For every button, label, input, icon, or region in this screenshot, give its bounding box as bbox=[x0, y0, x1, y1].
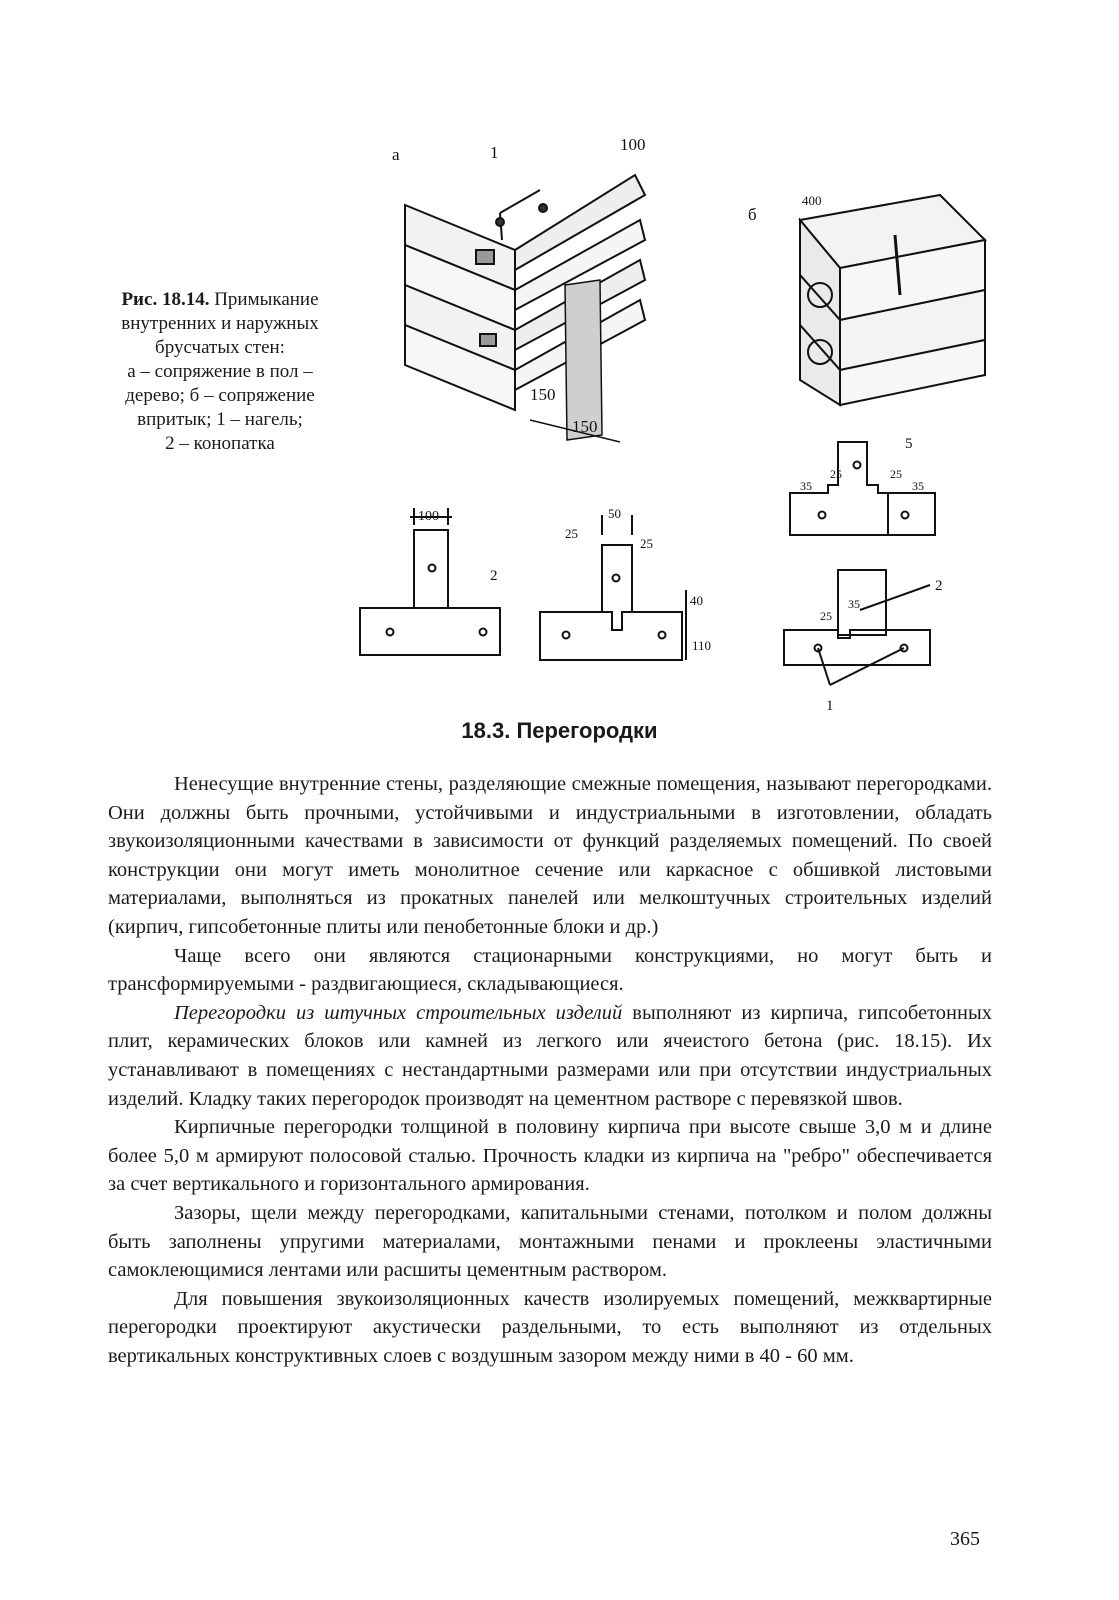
paragraph: Зазоры, щели между перегородками, капитальными стенами, потолком и полом должны быть заполнены упругими материалами, монтажными пенами и проклеены эластичными самоклеющимися лентами или расшиты цементным раствором. bbox=[108, 1201, 992, 1282]
figure-caption bbox=[100, 288, 340, 456]
caption-line: Примыкание bbox=[214, 289, 319, 310]
dim-100-a: 100 bbox=[620, 135, 646, 154]
label-b: б bbox=[748, 205, 757, 224]
dim-25-right: 25 bbox=[640, 536, 653, 551]
dim-40: 40 bbox=[690, 593, 703, 608]
caption-number: Рис. 18.14. bbox=[121, 289, 210, 310]
italic-term: Перегородки из штучных строительных изделий bbox=[174, 1001, 623, 1024]
paragraph: Для повышения звукоизоляционных качеств изолируемых помещений, межквартирные перегородки проектируют акустически раздельными, то есть выполняют из отдельных вертикальных конструктивных слоев с воздушным зазором между ними в 40 - 60 мм. bbox=[108, 1287, 992, 1367]
label-five: 5 bbox=[905, 436, 913, 452]
drawing-a bbox=[405, 175, 645, 442]
label-two-b: 2 bbox=[935, 578, 943, 594]
dim-150-a: 150 bbox=[530, 385, 556, 404]
dim-25-left: 25 bbox=[565, 526, 578, 541]
dim-50: 50 bbox=[608, 506, 621, 521]
section-heading: 18.3. Перегородки bbox=[461, 718, 658, 743]
section-a bbox=[360, 508, 500, 655]
paragraph: Кирпичные перегородки толщиной в половину кирпича при высоте свыше 3,0 м и длине более 5,0 м армируют полосовой сталью. Прочность кладки из кирпича на "ребро" обеспечивается за счет вертикального и горизонтального армирования. bbox=[108, 1116, 992, 1196]
dim-25-c-right: 25 bbox=[890, 467, 902, 481]
dim-35-right: 35 bbox=[912, 479, 924, 493]
wall-junction-drawing bbox=[340, 120, 1020, 720]
caption-line: дерево; б – сопряжение bbox=[125, 385, 315, 406]
dim-400: 400 bbox=[802, 193, 822, 208]
drawing-b bbox=[800, 195, 985, 405]
label-a: а bbox=[392, 145, 400, 164]
caption-line: впритык; 1 – нагель; bbox=[137, 409, 303, 430]
section-b bbox=[540, 515, 686, 660]
caption-line: а – сопряжение в пол – bbox=[127, 361, 313, 382]
caption-line: 2 – конопатка bbox=[165, 433, 275, 454]
dim-150-b: 150 bbox=[572, 417, 598, 436]
paragraph: Чаще всего они являются стационарными конструкциями, но могут быть и трансформируемыми - раздвигающиеся, складывающиеся. bbox=[108, 944, 992, 996]
technical-drawing bbox=[340, 120, 1020, 720]
paragraph: Ненесущие внутренние стены, разделяющие смежные помещения, называют перегородками. Они должны быть прочными, устойчивыми и индустриальными в изготовлении, обладать звукоизоляционными качествами в зависимости от функций разделяемых помещений. По своей конструкции они могут иметь монолитное сечение или каркасное с обшивкой листовыми материалами, выполняться из прокатных панелей или мелкоштучных строительных изделий (кирпич, гипсобетонные плиты или пенобетонные блоки и др.) bbox=[108, 773, 992, 938]
dim-110: 110 bbox=[692, 638, 712, 653]
caption-line: внутренних и наружных bbox=[121, 313, 319, 334]
caption-line: брусчатых стен: bbox=[155, 337, 285, 358]
dim-100-section: 100 bbox=[418, 509, 439, 524]
paragraph-text: выполняют из кирпича, гипсобетонных плит, керамических блоков или камней из легкого или ячеистого бетона (рис. 18.15). Их устанавливают в помещениях с нестандартными размерами или при отсутствии индустриальных изделий. Кладку таких перегородок производят на цементном растворе с перевязкой швов. bbox=[108, 1001, 993, 1110]
page-number: 365 bbox=[950, 1528, 980, 1550]
dim-35-d: 35 bbox=[848, 597, 860, 611]
label-one-a: 1 bbox=[490, 143, 499, 162]
label-two-a: 2 bbox=[490, 568, 498, 584]
paragraph bbox=[108, 999, 992, 1113]
dim-25-d: 25 bbox=[820, 609, 832, 623]
body-text bbox=[108, 770, 992, 1370]
dim-25-c-left: 25 bbox=[830, 467, 842, 481]
label-one-b: 1 bbox=[826, 698, 834, 714]
dim-35-left: 35 bbox=[800, 479, 812, 493]
